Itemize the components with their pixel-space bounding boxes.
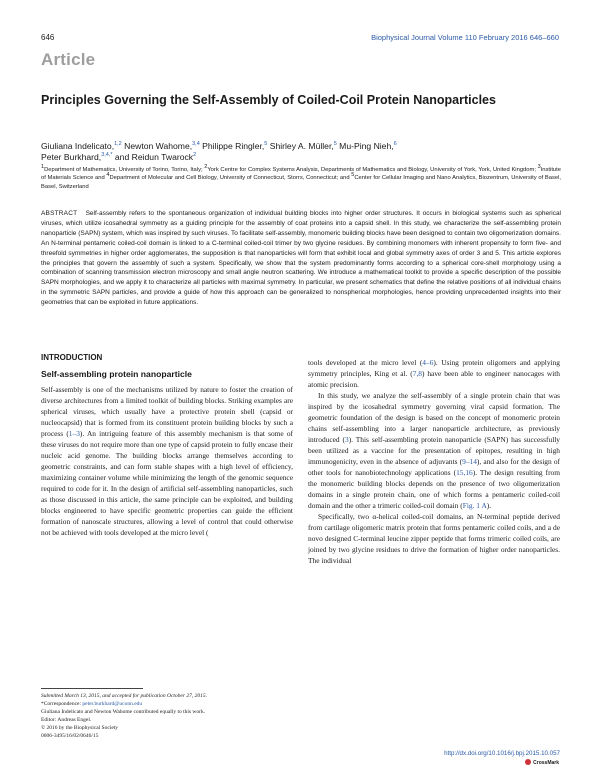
body-text: Self-assembly is one of the mechanisms utilized by nature to foster the creation of diverse architectures from a limited toolkit of building blocks. Striking examples are spherical viruses, which usually have a protective protein shell (capsid or nucleocapsid) that is formed from its constituent protein building blocks by such a process ( [41,385,293,438]
affiliation-marker: 5 [351,172,355,179]
editor-note: Editor: Andreas Engel. [41,717,92,724]
affiliation-text: Department of Mathematics, University of Torino, Torino, Italy; [44,167,205,173]
body-column-left [41,384,293,538]
citation-link[interactable]: 15,16 [456,468,473,477]
section-heading-introduction: INTRODUCTION [41,353,103,362]
author-affiliation-ref[interactable]: 5 [264,141,268,148]
body-paragraph [308,357,560,390]
body-text: ). An intriguing feature of this assembly mechanism is that some of these viruses do not require more than one type of capsid protein to fully encase their nucleic acid genome. The building blocks arrange themselves according to geometric constraints, and can form stable shapes with a high level of efficiency, maximizing container volume while minimizing the length of the genomic sequence required to code for it. In the design of artificial self-assembling nanoparticles, such as those discussed in this article, the same principle can be exploited, and building blocks engineered to have specific geometric properties can guide the efficient formation of nanoscale structures, allowing a level of control that could otherwise not be achieved with tools developed at the micro level ( [41,429,293,537]
article-type-label: Article [41,50,96,69]
author-name: Peter Burkhard, [41,152,102,162]
crossmark-icon [525,759,531,765]
body-paragraph [308,390,560,511]
copyright-line: © 2016 by the Biophysical Society [41,725,119,732]
paper-title: Principles Governing the Self-Assembly of Coiled-Coil Protein Nanoparticles [41,93,496,107]
journal-header[interactable]: Biophysical Journal Volume 110 February 2016 646–660 [371,33,559,42]
body-text: tools developed at the micro level ( [308,358,423,367]
crossmark-badge[interactable] [525,759,559,766]
abstract [41,209,561,308]
correspondence-email-link[interactable]: peter.burkhard@uconn.edu [82,701,143,708]
subsection-heading: Self-assembling protein nanoparticle [41,369,192,379]
citation-link[interactable]: 7,8 [412,369,422,378]
equal-contribution-note: Giuliana Indelicato and Newton Wahome contributed equally to this work. [41,709,206,716]
author-affiliation-ref[interactable]: 6 [393,141,397,148]
correspondence-label: *Correspondence: [41,701,83,708]
footnotes [41,692,296,741]
affiliation-text: Institute of Materials Science and [41,167,561,182]
correspondence [41,700,296,708]
doi-link[interactable]: http://dx.doi.org/10.1016/j.bpj.2015.10.057 [444,750,560,757]
citation-link[interactable]: 3 [344,435,349,444]
author-affiliation-ref[interactable]: 5 [333,141,337,148]
body-text: In this study, we analyze the self-assembly of a single protein chain that was inspired by the icosahedral symmetry governing viral capsid formation. The geometric foundation of the design is based on the concept of monomeric protein chains self-assembling into a larger nanoparticle architecture, as previously introduced ( [308,391,560,444]
body-column-right [308,357,560,566]
body-text: ). The design resulting from the monomeric building blocks depends on the presence of two oligomerization domains in a single protein chain, one of which forms a pentameric coiled-coil domain and the other a trimeric coiled-coil domain ( [308,468,560,510]
author-affiliation-ref[interactable]: 1,2 [114,141,122,148]
author-affiliation-ref[interactable]: 3,4,* [101,152,113,159]
citation-link[interactable]: 9–14 [462,457,477,466]
body-paragraph [308,511,560,566]
author-name: and Reidun Twarock [112,152,194,162]
body-text: ), and also for the design of other tools for nanobiotechnology applications ( [308,457,560,477]
affiliation-text: Department of Molecular and Cell Biology, University of Connecticut, Storrs, Connecticut; and [109,175,352,182]
citation-link[interactable]: 4–6 [422,358,434,367]
author-affiliation-ref[interactable]: 3,4 [192,141,200,148]
citation-link[interactable]: 1–3 [68,429,80,438]
affiliation-marker: 1 [41,164,45,171]
footnote-rule [41,688,143,689]
abstract-label: ABSTRACT [41,210,78,217]
submission-dates: Submitted March 13, 2015, and accepted for publication October 27, 2015. [41,693,207,699]
crossmark-label: CrossMark [533,760,559,766]
body-text: ) have been able to engineer nanocages with atomic precision. [308,369,560,389]
affiliation-marker: 4 [106,172,110,179]
affiliation-marker: 3 [537,164,541,171]
affiliation-text: Center for Cellular Imaging and Nano Analytics, Biozentrum, University of Basel, Basel, Switzerland [41,175,561,190]
figure-link[interactable]: Fig. 1 A [462,501,487,510]
author-name: Giuliana Indelicato, [41,141,115,151]
author-affiliation-ref[interactable]: 2 [193,152,197,159]
author-name: Shirley A. Müller, [267,141,334,151]
body-text: ). Using protein oligomers and applying symmetry principles, King et al. ( [308,358,560,378]
author-name: Mu-Ping Nieh, [336,141,394,151]
affiliations [41,166,561,191]
affiliation-text: York Centre for Complex Systems Analysis, Departments of Mathematics and Biology, University of York, York, United Kingdom; [207,167,538,173]
affiliation-marker: 2 [204,164,208,171]
body-text: ). This self-assembling protein nanoparticle (SAPN) has successfully been utilized as a vaccine for the presentation of epitopes, resulting in high immunogenicity, even in the absence of adjuvants ( [308,435,560,466]
author-name: Newton Wahome, [121,141,193,151]
author-list [41,141,561,163]
author-name: Philippe Ringler, [199,141,265,151]
abstract-text: Self-assembly refers to the spontaneous organization of individual building blocks into higher order structures. It occurs in biological systems such as spherical viruses, which utilize icosahedral symmetry as a guiding principle for the assembly of coat proteins into a capsid shell. In this study, we characterize the self-assembling protein nanoparticle (SAPN) system, which was inspired by such viruses. To facilitate self-assembly, monomeric building blocks have been designed to contain two oligomerization domains. An N-terminal pentameric coiled-coil domain is linked to a C-terminal coiled-coil trimer by two glycine residues. By combining monomers with inherent propensity to form five- and threefold symmetries in higher order agglomerates, the supposition is that nanoparticles will form that exhibit local and global symmetry axes of order 3 and 5. This article explores the principles that govern the assembly of such a system. Specifically, we show that the system predominantly forms according to a spherical core-shell morphology using a combination of scanning transmission electron microscopy and small angle neutron scattering. We introduce a mathematical toolkit to provide a specific description of the possible SAPN morphologies, and we apply it to characterize all particles with maximal symmetry. In particular, we present schematics that define the relative positions of all individual chains in the symmetric SAPN particles, and provide a guide of how this approach can be generalized to nonspherical morphologies, hence providing unprecedented insights into their geometries that can be exploited in future applications. [41,210,562,307]
issn-line: 0006-3495/16/02/0646/15 [41,733,99,740]
page-number: 646 [41,33,55,42]
body-text: Specifically, two α-helical coiled-coil domains, an N-terminal peptide derived from cartilage oligomeric matrix protein that forms pentameric coiled coils, and a de novo designed C-terminal leucine zipper peptide that forms trimeric coiled coils, are joined by two glycine residues to drive the formation of higher order nanoparticles. The individual [308,512,560,565]
body-text: ). [486,501,492,510]
